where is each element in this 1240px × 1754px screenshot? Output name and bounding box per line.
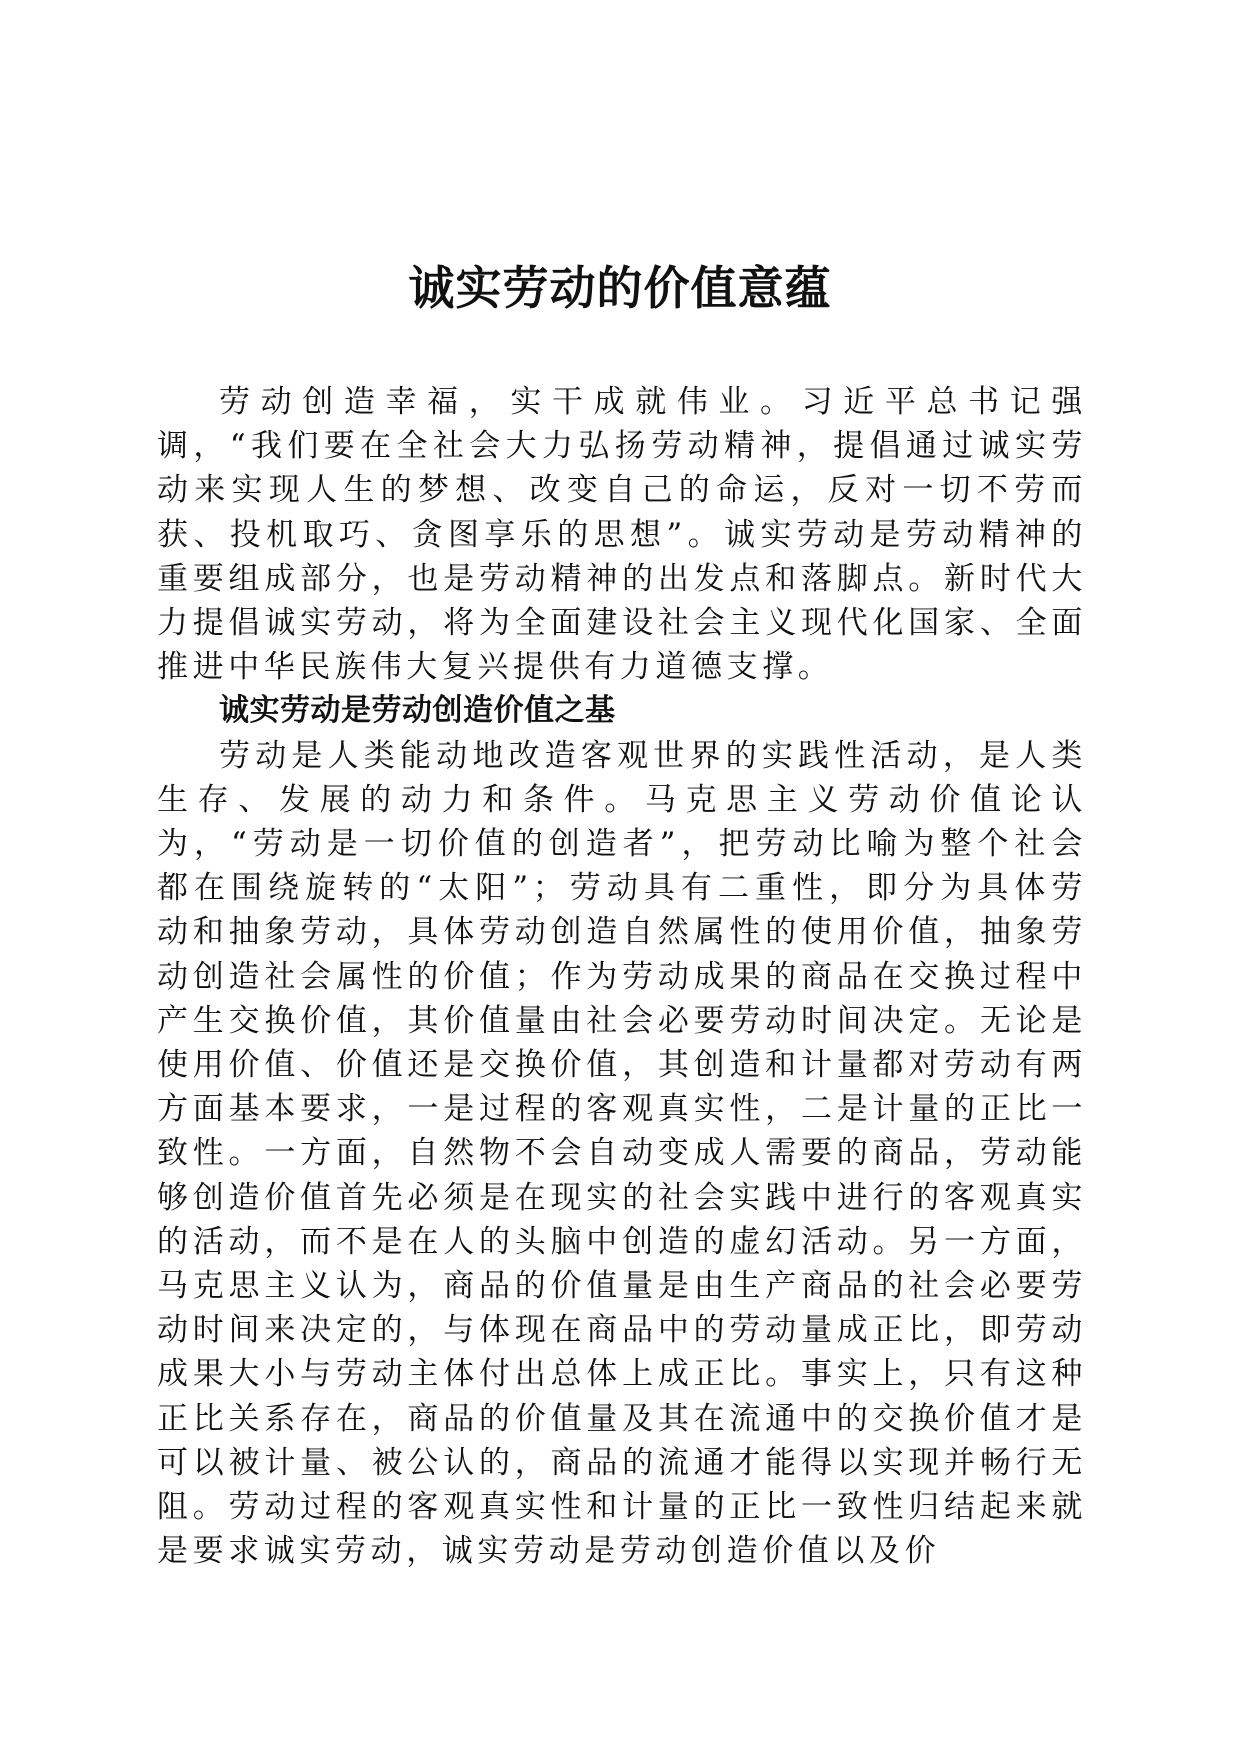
section-heading: 诚实劳动是劳动创造价值之基 <box>219 693 616 729</box>
document-body <box>157 380 1087 1573</box>
document-title: 诚实劳动的价值意蕴 <box>408 261 832 315</box>
section-paragraph: 劳动是人类能动地改造客观世界的实践性活动，是人类生存、发展的动力和条件。马克思主义劳动价值论认为，“劳动是一切价值的创造者”，把劳动比喻为整个社会都在围绕旋转的“太阳”；劳动具有二重性，即分为具体劳动和抽象劳动，具体劳动创造自然属性的使用价值，抽象劳动创造社会属性的价值；作为劳动成果的商品在交换过程中产生交换价值，其价值量由社会必要劳动时间决定。无论是使用价值、价值还是交换价值，其创造和计量都对劳动有两方面基本要求，一是过程的客观真实性，二是计量的正比一致性。一方面，自然物不会自动变成人需要的商品，劳动能够创造价值首先必须是在现实的社会实践中进行的客观真实的活动，而不是在人的头脑中创造的虚幻活动。另一方面，马克思主义认为，商品的价值量是由生产商品的社会必要劳动时间来决定的，与体现在商品中的劳动量成正比，即劳动成果大小与劳动主体付出总体上成正比。事实上，只有这种正比关系存在，商品的价值量及其在流通中的交换价值才是可以被计量、被公认的，商品的流通才能得以实现并畅行无阻。劳动过程的客观真实性和计量的正比一致性归结起来就是要求诚实劳动，诚实劳动是劳动创造价值以及价 <box>157 737 1087 1570</box>
intro-paragraph: 劳动创造幸福，实干成就伟业。习近平总书记强调，“我们要在全社会大力弘扬劳动精神，提倡通过诚实劳动来实现人生的梦想、改变自己的命运，反对一切不劳而获、投机取巧、贪图享乐的思想”。诚实劳动是劳动精神的重要组成部分，也是劳动精神的出发点和落脚点。新时代大力提倡诚实劳动，将为全面建设社会主义现代化国家、全面推进中华民族伟大复兴提供有力道德支撑。 <box>157 384 1087 686</box>
